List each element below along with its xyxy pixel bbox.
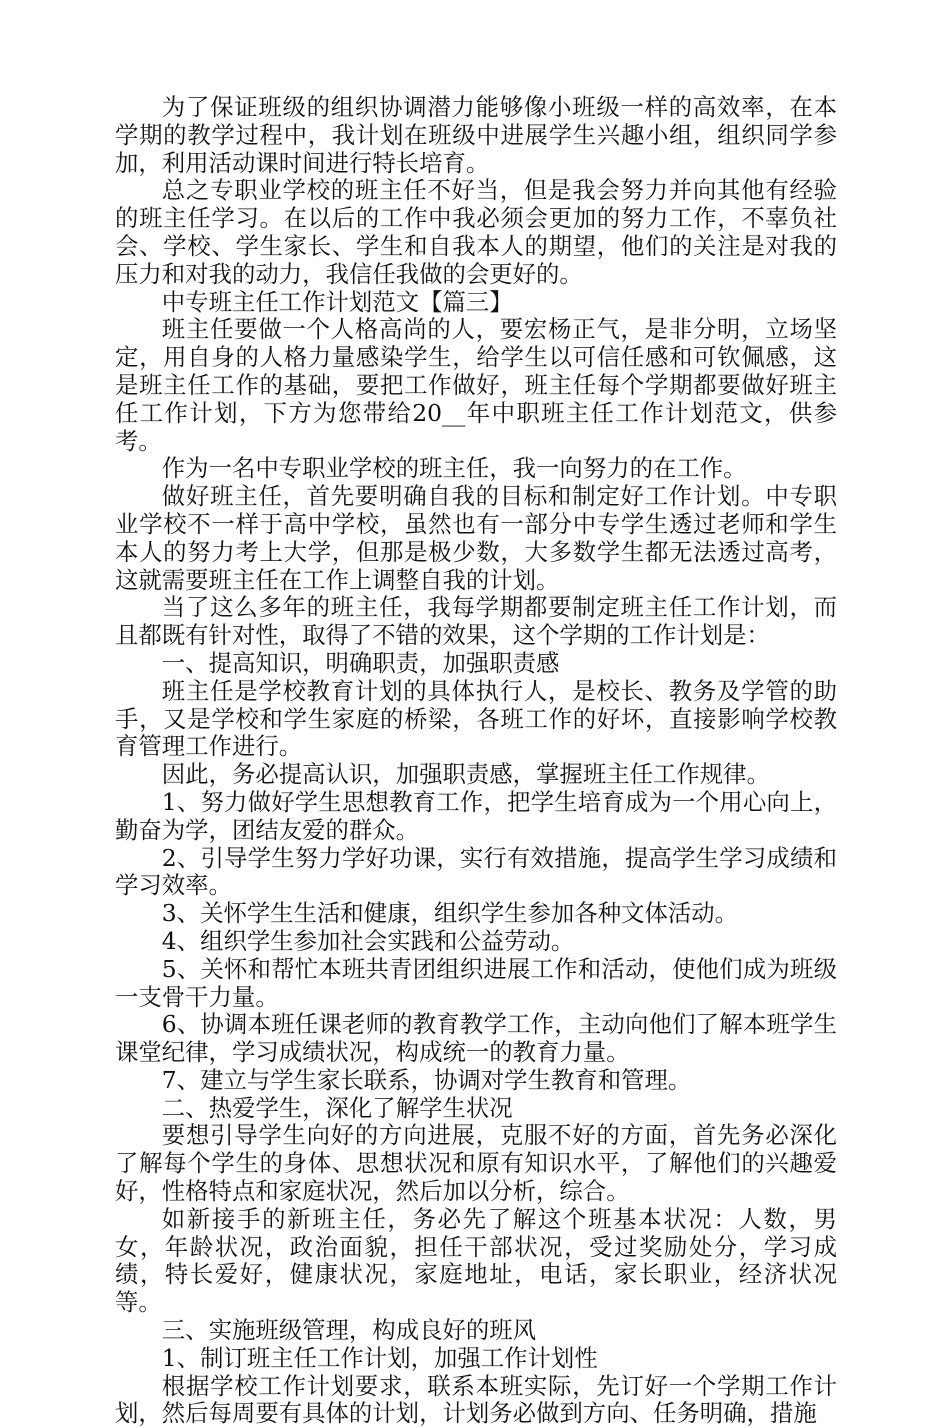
section-title: 中专班主任工作计划范文【篇三】 [161, 287, 513, 316]
paragraph-6: 当了这么多年的班主任，我每学期都要制定班主任工作计划，而且都既有针对性，取得了不错的效果，这个学期的工作计划是： [115, 593, 837, 650]
paragraph-7: 班主任是学校教育计划的具体执行人，是校长、教务及学管的助手，又是学校和学生家庭的桥梁，各班工作的好坏，直接影响学校教育管理工作进行。 [115, 676, 837, 761]
paragraph-1: 为了保证班级的组织协调潜力能够像小班级一样的高效率，在本学期的教学过程中，我计划在班级中进展学生兴趣小组，组织同学参加，利用活动课时间进行特长培育。 [115, 93, 837, 177]
heading-1: 一、提高知识，明确职责，加强职责感 [161, 648, 560, 677]
list-item-7: 7、建立与学生家长联系，协调对学生教育和管理。 [161, 1065, 692, 1094]
list-item-1: 1、努力做好学生思想教育工作，把学生培育成为一个用心向上，勤奋为学，团结友爱的群众。 [115, 787, 837, 844]
paragraph-11: 根据学校工作计划要求，联系本班实际，先订好一个学期工作计划，然后每周要有具体的计划，计划务必做到方向、任务明确，措施 [115, 1371, 837, 1428]
list-item-3: 3、关怀学生生活和健康，组织学生参加各种文体活动。 [161, 899, 739, 928]
paragraph-5: 做好班主任，首先要明确自我的目标和制定好工作计划。中专职业学校不一样于高中学校，虽然也有一部分中专学生透过老师和学生本人的努力考上大学，但那是极少数，大多数学生都无法透过高考，这就需要班主任在工作上调整自我的计划。 [115, 482, 837, 594]
list-item-2: 2、引导学生努力学好功课，实行有效措施，提高学生学习成绩和学习效率。 [115, 843, 837, 900]
list-item-6: 6、协调本班任课老师的教育教学工作，主动向他们了解本班学生课堂纪律，学习成绩状况，构成统一的教育力量。 [115, 1010, 837, 1067]
paragraph-8: 因此，务必提高认识，加强职责感，掌握班主任工作规律。 [161, 760, 770, 789]
subheading-1: 1、制订班主任工作计划，加强工作计划性 [161, 1343, 598, 1372]
heading-2: 二、热爱学生，深化了解学生状况 [161, 1093, 513, 1122]
document-body [115, 94, 837, 1428]
paragraph-9: 要想引导学生向好的方向进展，克服不好的方面，首先务必深化了解每个学生的身体、思想状况和原有知识水平，了解他们的兴趣爱好，性格特点和家庭状况，然后加以分析，综合。 [115, 1121, 837, 1206]
list-item-4: 4、组织学生参加社会实践和公益劳动。 [161, 926, 575, 955]
paragraph-2: 总之专职业学校的班主任不好当，但是我会努力并向其他有经验的班主任学习。在以后的工作中我必须会更加的努力工作，不辜负社会、学校、学生家长、学生和自我本人的期望，他们的关注是对我的压力和对我的动力，我信任我做的会更好的。 [115, 176, 837, 288]
paragraph-4: 作为一名中专职业学校的班主任，我一向努力的在工作。 [161, 454, 747, 483]
paragraph-10: 如新接手的新班主任，务必先了解这个班基本状况：人数，男女，年龄状况，政治面貌，担任干部状况，受过奖励处分，学习成绩，特长爱好，健康状况，家庭地址，电话，家长职业，经济状况等。 [115, 1204, 837, 1317]
paragraph-3: 班主任要做一个人格高尚的人，要宏杨正气，是非分明，立场坚定，用自身的人格力量感染学生，给学生以可信任感和可钦佩感，这是班主任工作的基础，要把工作做好，班主任每个学期都要做好班主任工作计划，下方为您带给20__年中职班主任工作计划范文，供参考。 [115, 315, 837, 455]
list-item-5: 5、关怀和帮忙本班共青团组织进展工作和活动，使他们成为班级一支骨干力量。 [115, 954, 837, 1011]
heading-3: 三、实施班级管理，构成良好的班风 [161, 1316, 537, 1345]
